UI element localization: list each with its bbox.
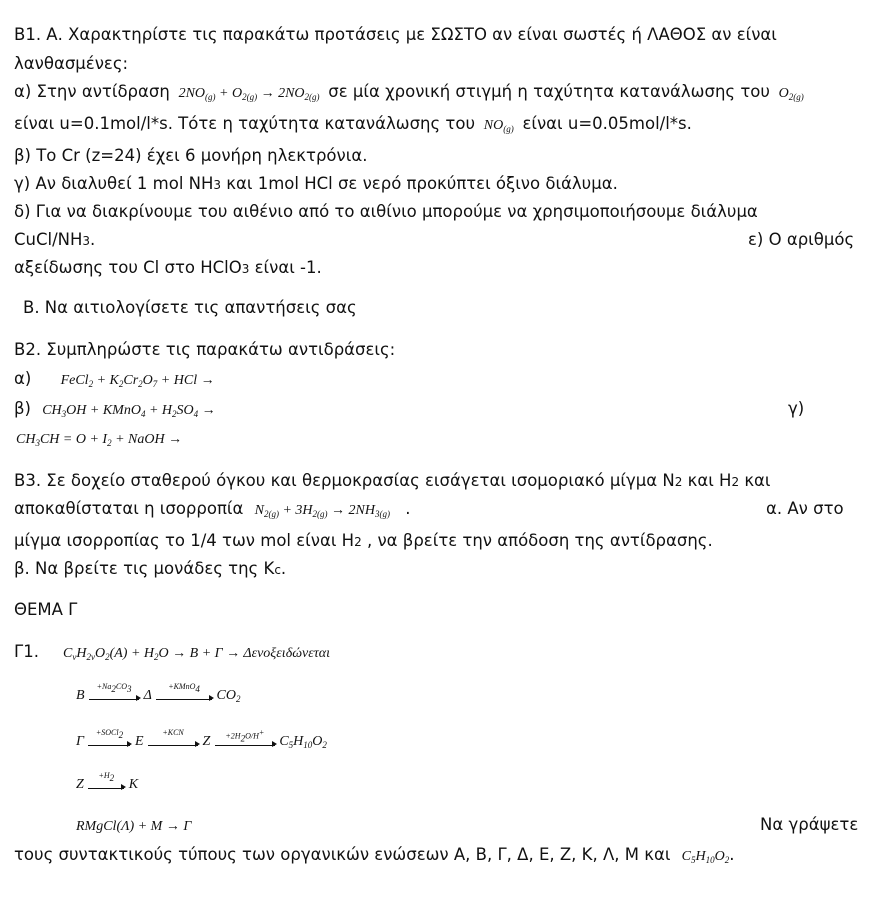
g1-last-line: [14, 845, 735, 870]
equation-fecl2-k2cr2o7: FeCl$_2$ + $K_2Cr_2O_7$ + HCl →: [60, 373, 215, 389]
b3-l4-sub: c: [274, 563, 281, 577]
b3-line3: [14, 531, 713, 552]
g1-z-text: Z $+H_2$ K: [76, 771, 139, 792]
b1-d2-sub: 3: [82, 234, 91, 248]
g1-last-suffix: .: [729, 845, 735, 864]
equation-ch3oh-kmno4: $CH_3OH$ + KMnO$_4$ + $H_2SO_4$ →: [42, 403, 216, 419]
b1-e2-sub: 3: [241, 262, 250, 276]
formula-c5h10o2: $C_5H_{10}O_2$: [681, 849, 730, 865]
b3-line2-right: α. Αν στο: [766, 499, 844, 518]
g1-scheme-g: [76, 730, 327, 755]
b2-a-label: α): [14, 369, 32, 388]
b1-statement-c: [14, 174, 618, 195]
theme-title: ΘΕΜΑ Γ: [14, 600, 78, 619]
formula-no: $NO_{(g)}$: [480, 118, 514, 134]
b1-statement-b: β) Το Cr (z=24) έχει 6 μονήρη ηλεκτρόνια.: [14, 146, 368, 165]
b2-b-label: β): [14, 399, 31, 418]
b1-a-middle: σε μία χρονική στιγμή η ταχύτητα κατανάλωσης του: [328, 82, 770, 101]
g1-last-prefix: τους συντακτικούς τύπους των οργανικών ενώσεων Α, Β, Γ, Δ, Ε, Ζ, Κ, Λ, Μ και: [14, 845, 671, 864]
b1-e2-prefix: αξείδωσης του Cl στο HClO: [14, 258, 242, 277]
b1-part-b: Β. Να αιτιολογίσετε τις απαντήσεις σας: [23, 298, 357, 317]
b3-line2: [14, 499, 410, 524]
equation-haber: $N_{2(g)} + 3H_{2(g)} \to 2NH_{3(g)}$: [254, 503, 390, 519]
b3-l3-suffix: , να βρείτε την απόδοση της αντίδρασης.: [361, 531, 713, 550]
b1-a2-prefix: είναι u=0.1mol/l*s. Τότε η ταχύτητα κατανάλωσης του: [14, 114, 475, 133]
b3-l3-prefix: μίγμα ισορροπίας το 1/4 των mol είναι Η: [14, 531, 355, 550]
b1-statement-e-line1: ε) Ο αριθμός: [748, 230, 855, 249]
g1-b-text: B $+Na_2CO_3$ Δ +KMnO$_4$ $CO_2$: [76, 682, 241, 704]
b3-line1: [14, 471, 771, 492]
equation-no-oxidation: $2NO_{(g)} + O_{2(g)} \to 2NO_{2(g)}$: [175, 86, 320, 102]
b3-l1-prefix: Β3. Σε δοχείο σταθερού όγκου και θερμοκρασίας εισάγεται ισομοριακό μίγμα Ν: [14, 471, 675, 490]
b3-l2-dot: .: [405, 499, 411, 518]
b1-statement-a-line1: [14, 82, 804, 107]
b3-l2-prefix: αποκαθίσταται η ισορροπία: [14, 499, 244, 518]
g1-label: Γ1.: [14, 642, 39, 661]
equation-iodoform: [16, 428, 182, 453]
b3-l4-suffix: .: [280, 559, 287, 578]
b3-l4-prefix: β. Να βρείτε τις μονάδες της Κ: [14, 559, 275, 578]
g1-right-text: Να γράψετε: [760, 815, 859, 834]
b3-l1-suffix: και: [739, 471, 771, 490]
b1-c-suffix: και 1mol HCl σε νερό προκύπτει όξινο διάλυμα.: [221, 174, 618, 193]
g1-scheme-z: [76, 773, 138, 795]
g1-hydrolysis-equation: [63, 642, 330, 667]
b1-a2-suffix: είναι u=0.05mol/l*s.: [522, 114, 692, 133]
b1-statement-a-line2: [14, 114, 692, 139]
b1-statement-d-line2: [14, 230, 95, 251]
b1-e2-suffix: είναι -1.: [249, 258, 322, 277]
b2-title: Β2. Συμπληρώστε τις παρακάτω αντιδράσεις:: [14, 340, 396, 359]
formula-o2: $O_{2(g)}$: [775, 86, 804, 102]
equation-iodoform-text: $CH_3CH = O + I_2$ + NaOH →: [16, 432, 183, 448]
b1-d2-prefix: CuCl/NH: [14, 230, 83, 249]
b1-a-prefix: α) Στην αντίδραση: [14, 82, 170, 101]
b1-statement-d-line1: δ) Για να διακρίνουμε του αιθένιο από το αιθίνιο μπορούμε να χρησιμοποιήσουμε διάλυμα: [14, 202, 758, 221]
b3-l3-sub: 2: [354, 535, 362, 549]
b1-intro-line2: λανθασμένες:: [14, 54, 129, 73]
g1-grignard-text: RMgCl(Λ) + M → Γ: [76, 819, 192, 834]
b1-c-sub: 3: [213, 178, 222, 192]
b1-d2-suffix: .: [90, 230, 96, 249]
g1-scheme-b: [76, 684, 240, 709]
b2-reaction-b: [14, 399, 216, 424]
g1-g-text: Γ +SOCl$_2$ E +KCN Z $+2H_2O/H^+$ $C_5H_{10}O_2$: [76, 728, 327, 750]
b3-l1-middle: και Η: [682, 471, 732, 490]
b2-reaction-a: [14, 369, 215, 394]
b3-line4: [14, 559, 286, 580]
b1-c-prefix: γ) Αν διαλυθεί 1 mol NH: [14, 174, 214, 193]
b3-l1-sub2: 2: [731, 475, 740, 489]
b2-c-label: γ): [788, 399, 805, 418]
g1-hydrolysis-text: $C_\nu H_{2\nu}O_2(A) + H_2O \to B + \Gamma \to \Delta\varepsilon\nu o\xi\varepsilon\iota\delta ώ\nu\varepsilon\tau\alpha\iota$: [63, 646, 330, 662]
g1-scheme-grignard: [76, 815, 191, 837]
b3-l1-sub1: 2: [674, 475, 683, 489]
b1-intro-line1: Β1. Α. Χαρακτηρίστε τις παρακάτω προτάσεις με ΣΩΣΤΟ αν είναι σωστές ή ΛΑΘΟΣ αν είναι: [14, 25, 777, 44]
b1-statement-e-line2: [14, 258, 322, 279]
